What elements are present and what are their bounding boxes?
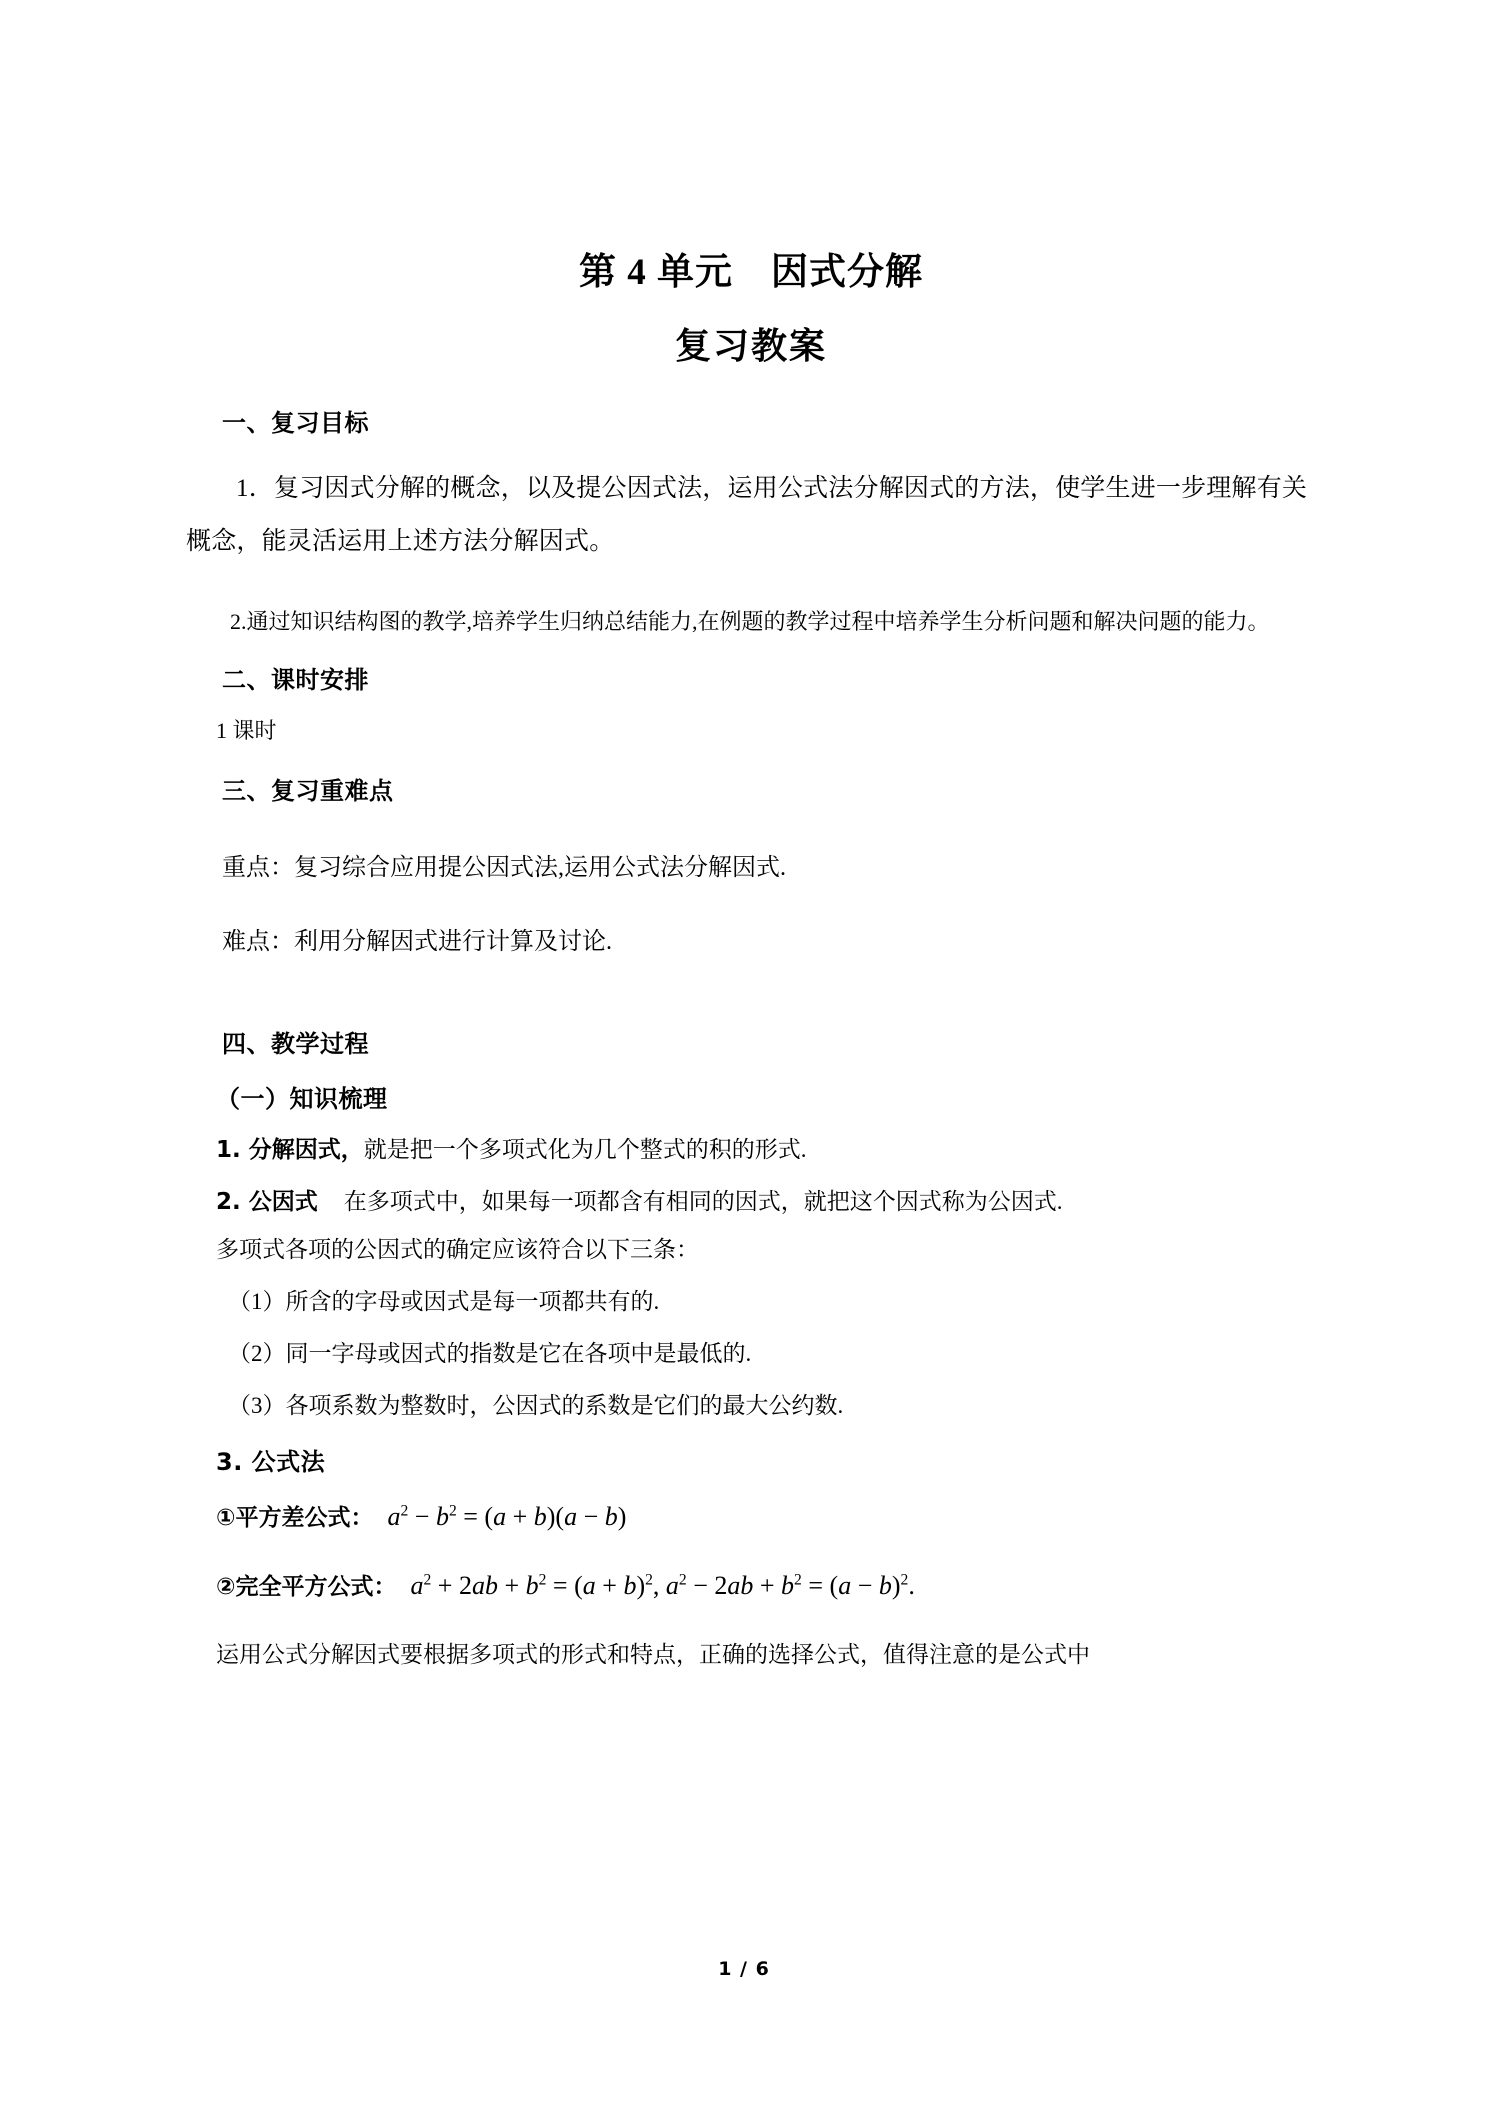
condition-item-2: （2）同一字母或因式的指数是它在各项中是最低的. [228,1341,752,1367]
spacer [186,1004,1316,1024]
page-content [186,0,1316,1675]
condition-item-3: （3）各项系数为整数时，公因式的系数是它们的最大公约数. [228,1393,844,1419]
formula-1-b: b [435,1502,449,1532]
spacer [186,751,1316,771]
condition-item-1: （1）所含的字母或因式是每一项都共有的. [228,1289,660,1315]
formula-1-expression: $a^2 - b^2 = (a + b)(a - b)$ [387,1502,627,1532]
closing-paragraph: 运用公式分解因式要根据多项式的形式和特点，正确的选择公式，值得注意的是公式中 [216,1642,1090,1668]
formula-perfect-square [186,1558,1316,1615]
spacer [186,1426,1316,1442]
knowledge-point-2 [186,1182,1316,1222]
heading-class-schedule: 二、课时安排 [222,666,369,695]
spacer [186,369,1316,403]
keypoint-focus: 重点：复习综合应用提公因式法,运用公式法分解因式. [222,855,786,882]
formula-1-a: a [387,1502,401,1532]
goal-item-1: 1．复习因式分解的概念，以及提公因式法，运用公式法分解因式的方法，使学生进一步理解有关概念，能灵活运用上述方法分解因式。 [186,475,1308,556]
heading-review-goals: 一、复习目标 [222,409,369,438]
schedule-text: 1 课时 [216,718,277,744]
spacer [186,806,1316,848]
heading-formula-method: 3. 公式法 [216,1448,326,1477]
page-subtitle: 复习教案 [674,326,827,368]
heading-teaching-process: 四、教学过程 [222,1030,369,1059]
formula-1-label: ①平方差公式： [216,1505,374,1532]
knowledge-point-1-label: 1. 分解因式， [216,1137,364,1164]
spacer [186,1270,1316,1282]
heading-knowledge-review: （一）知识梳理 [216,1085,388,1114]
spacer [186,1477,1316,1489]
knowledge-point-2-intro: 多项式各项的公因式的确定应该符合以下三条： [216,1237,699,1263]
page-title: 第 4 单元 因式分解 [579,252,923,293]
spacer [186,438,1316,462]
knowledge-point-1-text: 就是把一个多项式化为几个整式的积的形式. [363,1137,807,1163]
spacer [186,1059,1316,1079]
formula-2-expression: $a^2 + 2ab + b^2 = (a + b)^2$, $a^2 - 2ab + b^2 = (a - b)^2$. [410,1571,915,1601]
spacer [186,1546,1316,1558]
spacer [186,962,1316,1004]
heading-key-difficult-points: 三、复习重难点 [222,777,394,806]
spacer [186,1615,1316,1635]
spacer [186,648,1316,660]
knowledge-point-2-text: 在多项式中，如果每一项都含有相同的因式，就把这个因式称为公因式. [343,1189,1063,1215]
spacer [186,695,1316,711]
knowledge-point-1 [186,1130,1316,1170]
formula-2-label: ②完全平方公式： [216,1574,397,1601]
spacer [186,1322,1316,1334]
spacer [186,888,1316,922]
formula-difference-of-squares [186,1489,1316,1546]
spacer [186,1374,1316,1386]
keypoint-difficulty: 难点：利用分解因式进行计算及讨论. [222,929,612,956]
spacer [186,1222,1316,1230]
spacer [186,1170,1316,1182]
goal-item-2: 2.通过知识结构图的教学,培养学生归纳总结能力,在例题的教学过程中培养学生分析问题和解决问题的能力。 [230,609,1270,635]
spacer [186,1114,1316,1130]
spacer [186,568,1316,596]
page-footer: 1 / 6 [718,1958,770,1980]
knowledge-point-2-label: 2. 公因式 [216,1189,318,1216]
